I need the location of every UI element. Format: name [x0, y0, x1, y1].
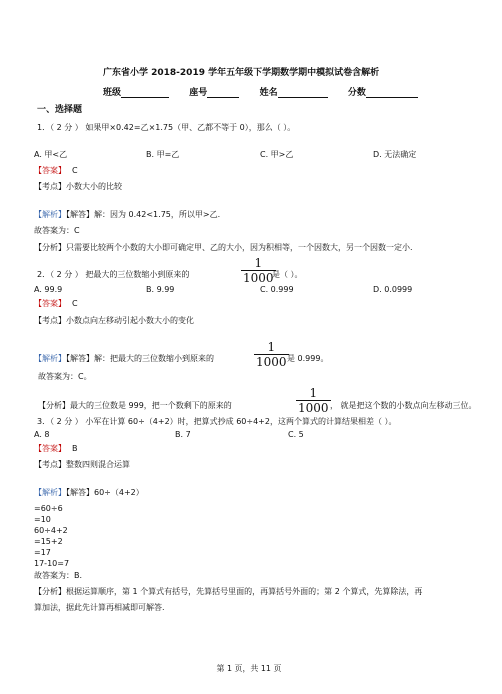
q2-analysis-fraction — [254, 341, 289, 368]
q3-fenxi-line2: 算加法，据此先计算再相减即可解答. — [34, 603, 165, 612]
analysis-tag: 【解析】 — [34, 488, 66, 497]
q3-step: =60÷6 — [34, 504, 63, 513]
q3-option-c: C. 5 — [288, 430, 304, 439]
q1-option-b: B. 甲=乙 — [146, 150, 180, 159]
fraction-numerator: 1 — [267, 340, 276, 354]
q2-fenxi-fraction — [296, 387, 331, 414]
q1-analysis — [34, 211, 220, 219]
section-heading: 一、选择题 — [37, 105, 83, 115]
q2-fenxi-a: 【分析】最大的三位数是 999，把一个数剩下的原来的 — [38, 401, 232, 410]
analysis-text: 【解答】60÷（4+2） — [66, 488, 144, 497]
q1-option-a: A. 甲<乙 — [34, 150, 68, 159]
analysis-text: 【解答】解：因为 0.42<1.75，所以甲>乙. — [66, 210, 221, 219]
answer-value: C — [72, 166, 78, 175]
fraction-denominator: 1000 — [298, 401, 329, 415]
q3-option-a: A. 8 — [34, 430, 50, 439]
fraction-denominator: 1000 — [243, 271, 274, 285]
class-blank — [121, 88, 169, 98]
q3-stem: 3．（ 2 分 ） 小军在计算 60÷（4+2）时，把算式抄成 60÷4+2，这两个算式的计算结果相差（ ）。 — [37, 417, 397, 426]
seat-label: 座号 — [189, 88, 208, 98]
q2-option-c: C. 0.999 — [260, 285, 294, 294]
seat-blank — [207, 88, 239, 98]
answer-tag: 【答案】 — [34, 444, 66, 453]
page-title: 广东省小学 2018-2019 学年五年级下学期数学期中模拟试卷含解析 — [103, 68, 380, 78]
q2-fraction — [241, 257, 276, 284]
q3-fenxi-line1: 【分析】根据运算顺序，第 1 个算式有括号，先算括号里面的，再算括号外面的；第 2 个算式，先算除法，再 — [34, 587, 423, 596]
q1-stem: 1．（ 2 分 ） 如果甲×0.42=乙×1.75（甲、乙都不等于 0），那么（ ）。 — [37, 123, 296, 132]
name-blank — [278, 88, 328, 98]
name-label: 姓名 — [259, 88, 278, 98]
q2-final: 故答案为：C。 — [38, 372, 92, 381]
q3-step: 17-10=7 — [34, 559, 70, 568]
page-number: 第 1 页，共 11 页 — [216, 664, 282, 673]
q2-option-b: B. 9.99 — [146, 285, 175, 294]
q3-final: 故答案为：B. — [34, 571, 83, 580]
q2-stem-a: 2．（ 2 分 ） 把最大的三位数缩小到原来的 — [37, 270, 190, 279]
q3-point: 【考点】整数四则混合运算 — [34, 460, 130, 469]
score-label: 分数 — [347, 88, 366, 98]
q3-step: =15+2 — [34, 537, 63, 546]
q2-fenxi-b: ， 就是把这个数的小数点向左移动三位。 — [330, 401, 477, 410]
q3-step: 60÷4+2 — [34, 526, 68, 535]
q3-analysis — [34, 489, 144, 497]
fraction-numerator: 1 — [254, 256, 263, 270]
q2-point: 【考点】小数点向左移动引起小数大小的变化 — [34, 316, 194, 325]
q2-option-d: D. 0.0999 — [373, 285, 413, 294]
q1-option-c: C. 甲>乙 — [260, 150, 294, 159]
q1-point: 【考点】小数大小的比较 — [34, 182, 122, 191]
class-label: 班级 — [103, 88, 122, 98]
fraction-denominator: 1000 — [256, 355, 287, 369]
q2-answer — [34, 300, 78, 308]
q2-option-a: A. 99.9 — [34, 285, 63, 294]
fraction-numerator: 1 — [309, 386, 318, 400]
q3-answer — [34, 445, 78, 453]
analysis-text: 【解答】解：把最大的三位数缩小到原来的 — [66, 354, 214, 363]
answer-value: C — [72, 299, 78, 308]
q1-answer — [34, 167, 78, 175]
q2-analysis-a — [34, 355, 214, 363]
q1-final: 故答案为：C — [34, 226, 80, 235]
q2-analysis-b: 是 0.999。 — [287, 354, 329, 363]
q2-stem-b: 是（ ）。 — [272, 270, 303, 279]
info-line — [103, 88, 418, 98]
answer-value: B — [72, 444, 78, 453]
q3-step: =10 — [34, 515, 51, 524]
answer-tag: 【答案】 — [34, 166, 66, 175]
q3-step: =17 — [34, 548, 51, 557]
analysis-tag: 【解析】 — [34, 354, 66, 363]
q1-fenxi: 【分析】只需要比较两个小数的大小即可确定甲、乙的大小，因为积相等，一个因数大，另一个因数一定小. — [34, 243, 413, 252]
q3-option-b: B. 7 — [175, 430, 191, 439]
q1-option-d: D. 无法确定 — [373, 150, 417, 159]
score-blank — [366, 88, 418, 98]
analysis-tag: 【解析】 — [34, 210, 66, 219]
answer-tag: 【答案】 — [34, 299, 66, 308]
